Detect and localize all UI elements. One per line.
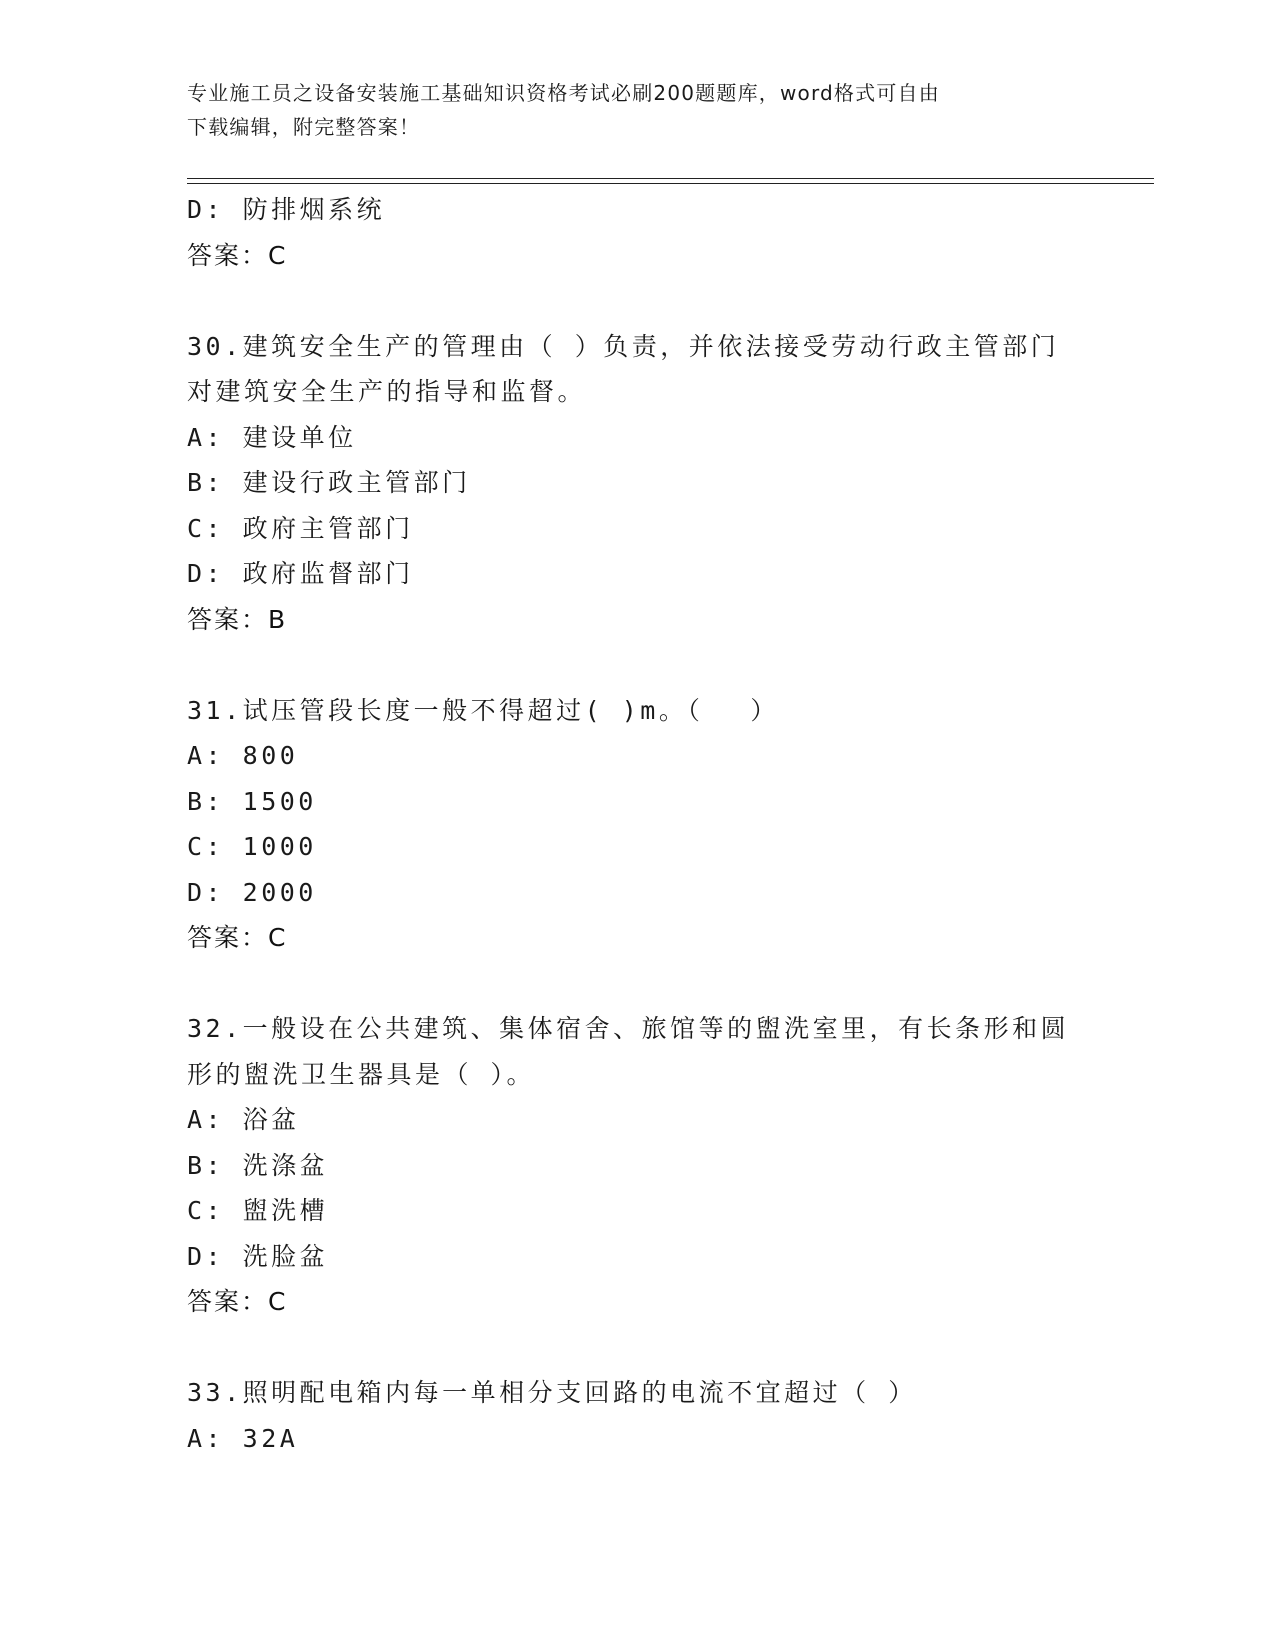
block-spacer	[187, 278, 1087, 324]
header-divider-top	[187, 178, 1154, 179]
question-block-33	[187, 1370, 1087, 1461]
header-line-1: 专业施工员之设备安装施工基础知识资格考试必刷200题题库，word格式可自由	[187, 81, 940, 105]
question-text-line-1: 30.建筑安全生产的管理由（ ）负责，并依法接受劳动行政主管部门	[187, 331, 1060, 361]
option-c: C: 盥洗槽	[187, 1196, 329, 1225]
option-a: A: 建设单位	[187, 422, 357, 452]
question-list	[187, 187, 1087, 1461]
option-b: B: 洗涤盆	[187, 1150, 329, 1180]
header-divider-bottom	[187, 183, 1154, 184]
header-line-2: 下载编辑，附完整答案！	[187, 115, 421, 139]
option-c: C: 1000	[187, 832, 317, 861]
option-d: D: 洗脸盆	[187, 1241, 329, 1271]
answer-line: 答案：C	[187, 923, 288, 952]
question-block-30	[187, 324, 1087, 643]
answer-line: 答案：C	[187, 1287, 288, 1316]
block-spacer	[187, 1325, 1087, 1371]
question-block-31	[187, 688, 1087, 961]
option-a: A: 浴盆	[187, 1105, 300, 1134]
option-b: B: 建设行政主管部门	[187, 468, 471, 497]
block-spacer	[187, 642, 1087, 688]
answer-line: 答案：C	[187, 240, 288, 270]
question-text-line-1: 32.一般设在公共建筑、集体宿舍、旅馆等的盥洗室里，有长条形和圆	[187, 1014, 1070, 1043]
block-spacer	[187, 961, 1087, 1007]
question-text-line-1: 31.试压管段长度一般不得超过( )m。（ ）	[187, 695, 779, 725]
answer-line: 答案：B	[187, 604, 288, 634]
document-header	[187, 76, 1067, 144]
question-text-line-2: 形的盥洗卫生器具是（ ）。	[187, 1059, 536, 1089]
option-d: D: 防排烟系统	[187, 195, 386, 224]
question-text-line-2: 对建筑安全生产的指导和监督。	[187, 377, 587, 406]
question-block-29	[187, 187, 1087, 278]
option-a: A: 32A	[187, 1423, 299, 1453]
option-a: A: 800	[187, 741, 299, 770]
question-text-line-1: 33.照明配电箱内每一单相分支回路的电流不宜超过（ ）	[187, 1378, 917, 1407]
option-c: C: 政府主管部门	[187, 513, 414, 543]
option-d: D: 政府监督部门	[187, 559, 414, 588]
question-block-32	[187, 1006, 1087, 1325]
option-b: B: 1500	[187, 786, 317, 816]
option-d: D: 2000	[187, 877, 317, 907]
